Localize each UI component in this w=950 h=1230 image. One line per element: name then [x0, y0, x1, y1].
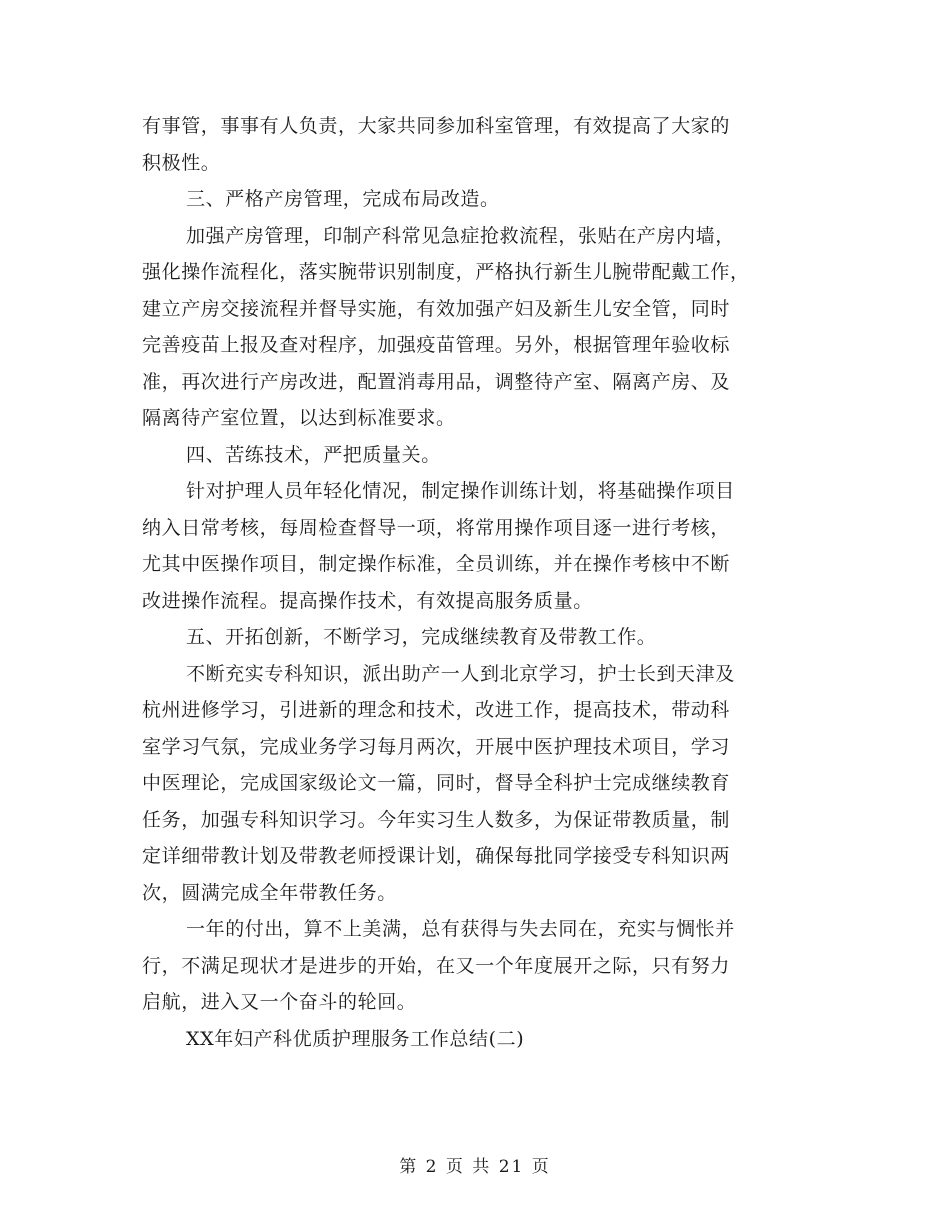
text-line: 四、苦练技术，严把质量关。: [186, 443, 441, 466]
page-number-footer: 第 2 页 共 21 页: [399, 1157, 551, 1177]
text-line: 定详细带教计划及带教老师授课计划，确保每批同学接受专科知识两: [142, 845, 731, 867]
text-line: 建立产房交接流程并督导实施，有效加强产妇及新生儿安全管，同时: [142, 297, 731, 320]
text-line: 次，圆满完成全年带教任务。: [142, 881, 397, 904]
text-line: 有事管，事事有人负责，大家共同参加科室管理，有效提高了大家的: [142, 115, 731, 137]
text-line: 杭州进修学习，引进新的理念和技术，改进工作，提高技术，带动科: [142, 699, 731, 721]
text-line: 三、严格产房管理，完成布局改造。: [186, 188, 500, 210]
text-line: 室学习气氛，完成业务学习每月两次，开展中医护理技术项目，学习: [142, 735, 731, 758]
text-line: 一年的付出，算不上美满，总有获得与失去同在，充实与惆怅并: [186, 918, 735, 940]
document-body: [142, 108, 802, 1057]
text-line: 改进操作流程。提高操作技术，有效提高服务质量。: [142, 589, 593, 612]
text-line: 纳入日常考核，每周检查督导一项，将常用操作项目逐一进行考核，: [142, 516, 731, 539]
text-line: 尤其中医操作项目，制定操作标准，全员训练，并在操作考核中不断: [142, 553, 731, 575]
text-line: 加强产房管理，印制产科常见急症抢救流程，张贴在产房内墙，: [186, 224, 735, 247]
text-line: 准，再次进行产房改进，配置消毒用品，调整待产室、隔离产房、及: [142, 370, 731, 393]
text-line: 强化操作流程化，落实腕带识别制度，严格执行新生儿腕带配戴工作，: [142, 261, 750, 283]
text-line: 隔离待产室位置，以达到标准要求。: [142, 407, 456, 429]
text-line: 任务，加强专科知识学习。今年实习生人数多，为保证带教质量，制: [142, 808, 731, 831]
text-line: 中医理论，完成国家级论文一篇，同时，督导全科护士完成继续教育: [142, 772, 731, 794]
document-page: [142, 108, 802, 1057]
text-line: 积极性。: [142, 151, 221, 174]
text-line: 完善疫苗上报及查对程序，加强疫苗管理。另外，根据管理年验收标: [142, 334, 731, 356]
text-line: 启航，进入又一个奋斗的轮回。: [142, 991, 417, 1013]
text-line: 不断充实专科知识，派出助产一人到北京学习，护士长到天津及: [186, 662, 735, 685]
text-line: 行，不满足现状才是进步的开始，在又一个年度展开之际，只有努力: [142, 954, 731, 977]
text-line: XX年妇产科优质护理服务工作总结(二): [186, 1027, 525, 1050]
text-line: 针对护理人员年轻化情况，制定操作训练计划，将基础操作项目: [186, 480, 735, 502]
text-line: 五、开拓创新，不断学习，完成继续教育及带教工作。: [186, 626, 657, 648]
